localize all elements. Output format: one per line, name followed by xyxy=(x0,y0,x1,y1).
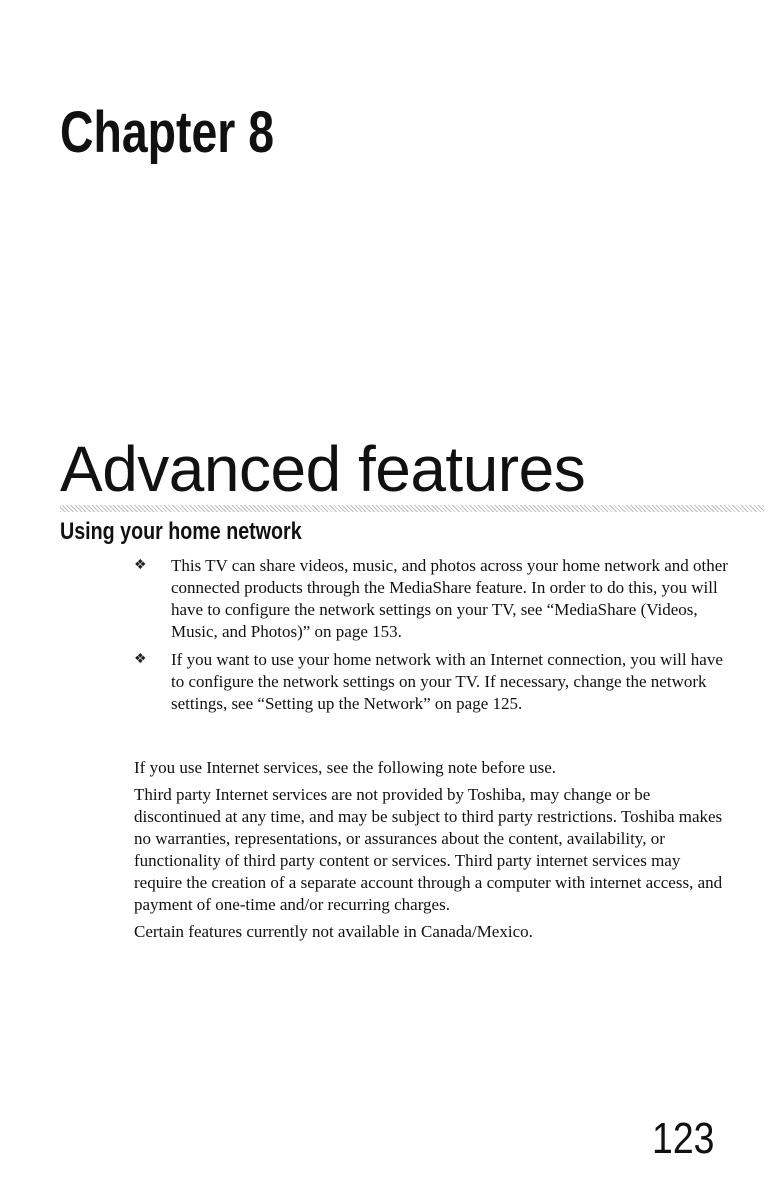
diamond-bullet-icon: ❖ xyxy=(134,652,147,667)
chapter-label: Chapter 8 xyxy=(60,100,275,165)
paragraph: If you use Internet services, see the following note before use. xyxy=(134,758,557,777)
list-item xyxy=(134,555,734,643)
bullet-text: This TV can share videos, music, and photos across your home network and other connected products through the MediaShare feature. In order to do this, you will have to configure the network settings on your TV, see “MediaShare (Videos, Music, and Photos)” on page 153. xyxy=(171,556,728,641)
list-item xyxy=(134,649,734,715)
page-number: 123 xyxy=(651,1114,714,1163)
bullet-text: If you want to use your home network with an Internet connection, you will have to configure the network settings on your TV. If necessary, change the network settings, see “Setting up the Network” on page 125. xyxy=(171,650,723,713)
title-divider xyxy=(60,505,764,512)
diamond-bullet-icon: ❖ xyxy=(134,558,147,573)
bullet-list xyxy=(134,555,734,721)
paragraph: Certain features currently not available in Canada/Mexico. xyxy=(134,922,533,941)
page-title: Advanced features xyxy=(60,433,586,505)
section-heading: Using your home network xyxy=(60,518,302,545)
paragraph: Third party Internet services are not provided by Toshiba, may change or be discontinued at any time, and may be subject to third party restrictions. Toshiba makes no warranties, representations, or assurances about the content, availability, or functionality of third party content or services. Third party internet services may require the creation of a separate account through a computer with internet access, and payment of one-time and/or recurring charges. xyxy=(134,785,723,914)
body-text xyxy=(134,757,724,948)
